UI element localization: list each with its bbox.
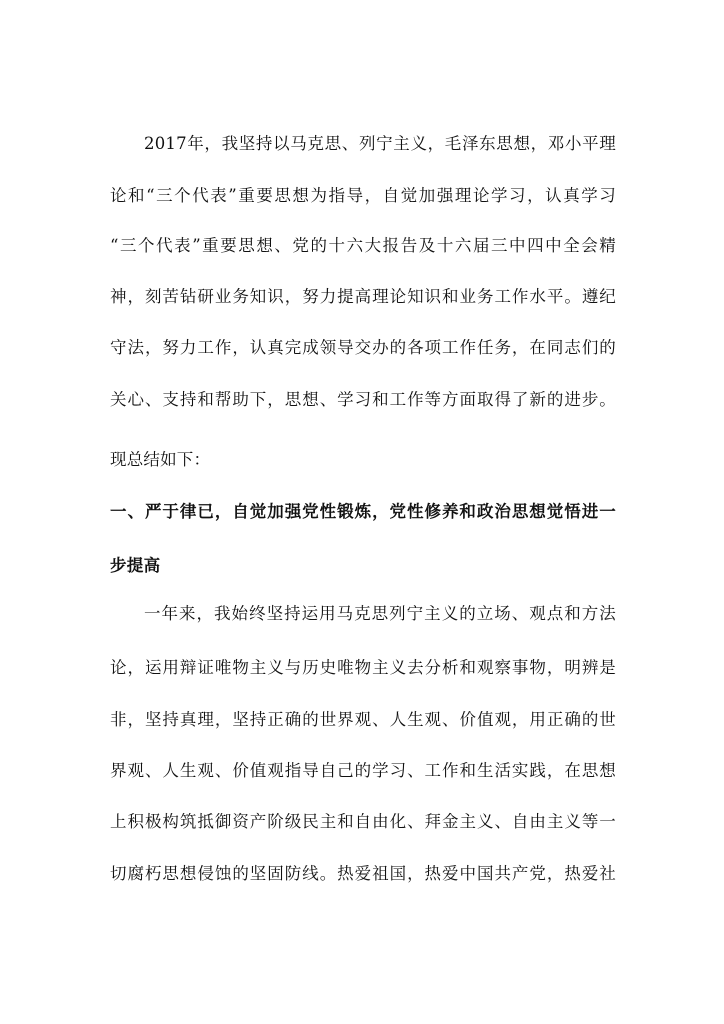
paragraph-1-line-5: 守法，努力工作，认真完成领导交办的各项工作任务，在同志们的 <box>110 338 616 357</box>
paragraph-1-line-1: 2017年，我坚持以马克思、列宁主义，毛泽东思想，邓小平理 <box>144 134 616 153</box>
paragraph-1-line-3: “三个代表”重要思想、党的十六大报告及十六届三中四中全会精 <box>110 236 616 255</box>
paragraph-2-line-5: 上积极构筑抵御资产阶级民主和自由化、拜金主义、自由主义等一 <box>110 812 616 831</box>
paragraph-1-line-7: 现总结如下： <box>110 450 211 469</box>
section-heading-1-line-1: 一、严于律已，自觉加强党性锻炼，党性修养和政治思想觉悟进一 <box>110 502 616 521</box>
paragraph-2-line-1: 一年来，我始终坚持运用马克思列宁主义的立场、观点和方法 <box>144 604 616 623</box>
paragraph-2-line-6: 切腐朽思想侵蚀的坚固防线。热爱祖国，热爱中国共产党，热爱社 <box>110 864 616 883</box>
paragraph-1-line-6: 关心、支持和帮助下，思想、学习和工作等方面取得了新的进步。 <box>110 390 616 409</box>
paragraph-2-line-2: 论，运用辩证唯物主义与历史唯物主义去分析和观察事物，明辨是 <box>110 658 616 677</box>
paragraph-1-line-2: 论和“三个代表”重要思想为指导，自觉加强理论学习，认真学习 <box>110 186 616 205</box>
paragraph-2-line-3: 非，坚持真理，坚持正确的世界观、人生观、价值观，用正确的世 <box>110 710 616 729</box>
paragraph-2-line-4: 界观、人生观、价值观指导自己的学习、工作和生活实践，在思想 <box>110 761 616 780</box>
section-heading-1-line-2: 步提高 <box>110 556 161 575</box>
paragraph-1-line-4: 神，刻苦钻研业务知识，努力提高理论知识和业务工作水平。遵纪 <box>110 287 616 306</box>
